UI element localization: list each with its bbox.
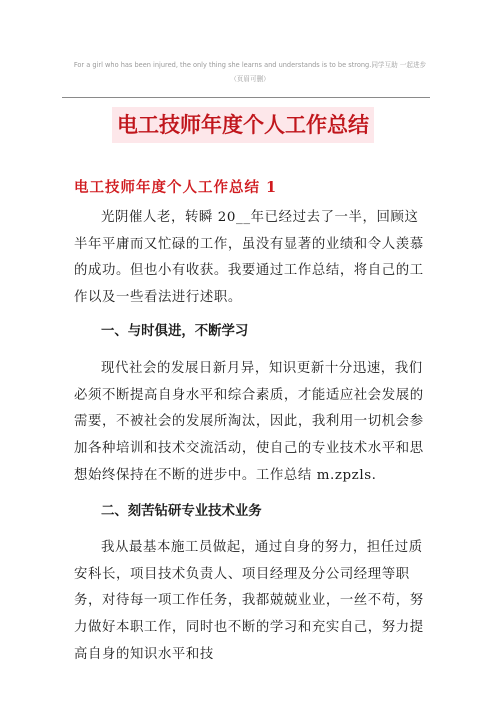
subheading-learning: 一、与时俱进，不断学习 [101,323,249,339]
header-motto: For a girl who has been injured, the only thing she learns and understands is to be strong.同学互助 一起进步 [73,61,427,69]
header-divider [62,97,430,98]
document-title: 电工技师年度个人工作总结 [117,112,369,137]
paragraph-technical: 我从最基本施工员做起，通过自身的努力，担任过质安科长，项目技术负责人、项目经理及分公司经理等职务，对待每一项工作任务，我都兢兢业业，一丝不苟，努力做好本职工作，同时也不断的学习和充实自己，努力提高自身的知识水平和技 [74,540,424,662]
paragraph-intro: 光阴催人老，转瞬 20__年已经过去了一半，回顾这半年平庸而又忙碌的工作，虽没有显著的业绩和令人羡慕的成功。但也小有收获。我要通过工作总结，将自己的工作以及一些看法进行述职。 [74,210,424,306]
page-header [58,58,442,86]
header-note: （页眉可删） [230,75,270,83]
section-title: 电工技师年度个人工作总结 1 [74,179,278,196]
paragraph-learning: 现代社会的发展日新月异，知识更新十分迅速，我们必须不断提高自身水平和综合素质，才能适应社会发展的需要，不被社会的发展所淘汰，因此，我利用一切机会参加各种培训和技术交流活动，使自己的专业技术水平和思想始终保持在不断的进步中。工作总结 m.zpzls. [74,361,424,483]
subheading-technical: 二、刻苦钻研专业技术业务 [101,503,262,519]
